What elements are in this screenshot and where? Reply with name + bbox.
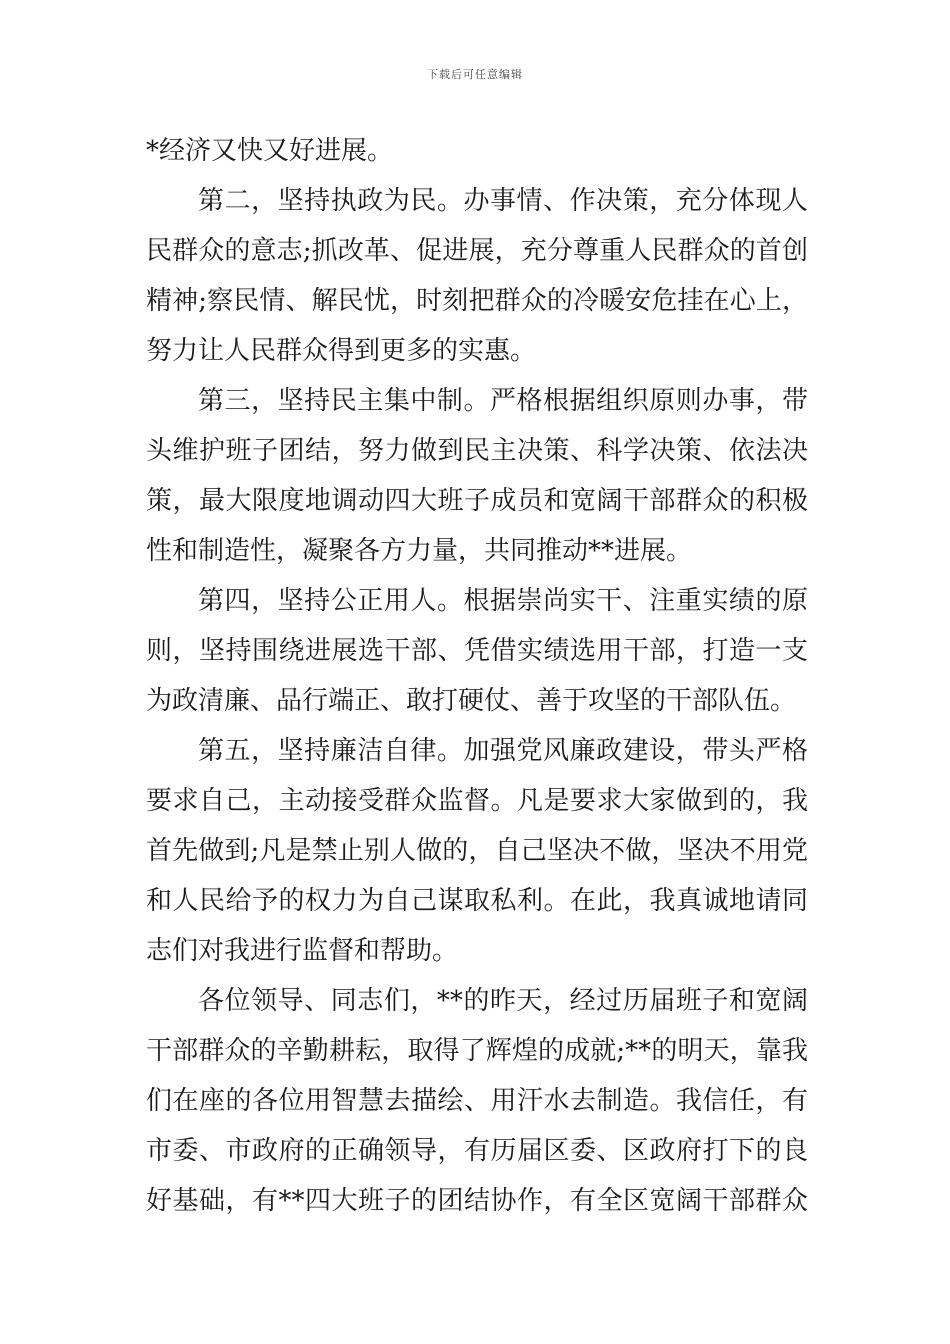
- text-line: 精神;察民情、解民忧，时刻把群众的冷暖安危挂在心上，: [146, 286, 808, 316]
- text-line: *经济又快又好进展。: [146, 136, 394, 166]
- text-line: 好基础，有**四大班子的团结协作，有全区宽阔干部群众: [146, 1186, 808, 1216]
- text-line: 干部群众的辛勤耕耘，取得了辉煌的成就;**的明天，靠我: [146, 1036, 808, 1066]
- body-text: [146, 126, 808, 1226]
- paragraph-first-line: 各位领导、同志们，**的昨天，经过历届班子和宽阔: [198, 986, 808, 1016]
- text-line: 策，最大限度地调动四大班子成员和宽阔干部群众的积极: [146, 486, 808, 516]
- text-line: 志们对我进行监督和帮助。: [146, 936, 459, 966]
- text-line: 民群众的意志;抓改革、促进展，充分尊重人民群众的首创: [146, 236, 808, 266]
- paragraph-first-line: 第三，坚持民主集中制。严格根据组织原则办事，带: [198, 386, 808, 416]
- text-line: 则，坚持围绕进展选干部、凭借实绩选用干部，打造一支: [146, 636, 808, 666]
- paragraph-first-line: 第四，坚持公正用人。根据崇尚实干、注重实绩的原: [198, 586, 808, 616]
- header-note: 下载后可任意编辑: [427, 68, 523, 81]
- text-line: 首先做到;凡是禁止别人做的，自己坚决不做，坚决不用党: [146, 836, 808, 866]
- text-line: 和人民给予的权力为自己谋取私利。在此，我真诚地请同: [146, 886, 808, 916]
- text-line: 要求自己，主动接受群众监督。凡是要求大家做到的，我: [146, 786, 808, 816]
- text-line: 为政清廉、品行端正、敢打硬仗、善于攻坚的干部队伍。: [146, 686, 797, 716]
- text-line: 努力让人民群众得到更多的实惠。: [146, 336, 537, 366]
- text-line: 市委、市政府的正确领导，有历届区委、区政府打下的良: [146, 1136, 808, 1166]
- text-line: 性和制造性，凝聚各方力量，共同推动**进展。: [146, 536, 693, 566]
- paragraph-first-line: 第二，坚持执政为民。办事情、作决策，充分体现人: [198, 186, 808, 216]
- text-line: 们在座的各位用智慧去描绘、用汗水去制造。我信任，有: [146, 1086, 808, 1116]
- text-line: 头维护班子团结，努力做到民主决策、科学决策、依法决: [146, 436, 808, 466]
- paragraph-first-line: 第五，坚持廉洁自律。加强党风廉政建设，带头严格: [198, 736, 808, 766]
